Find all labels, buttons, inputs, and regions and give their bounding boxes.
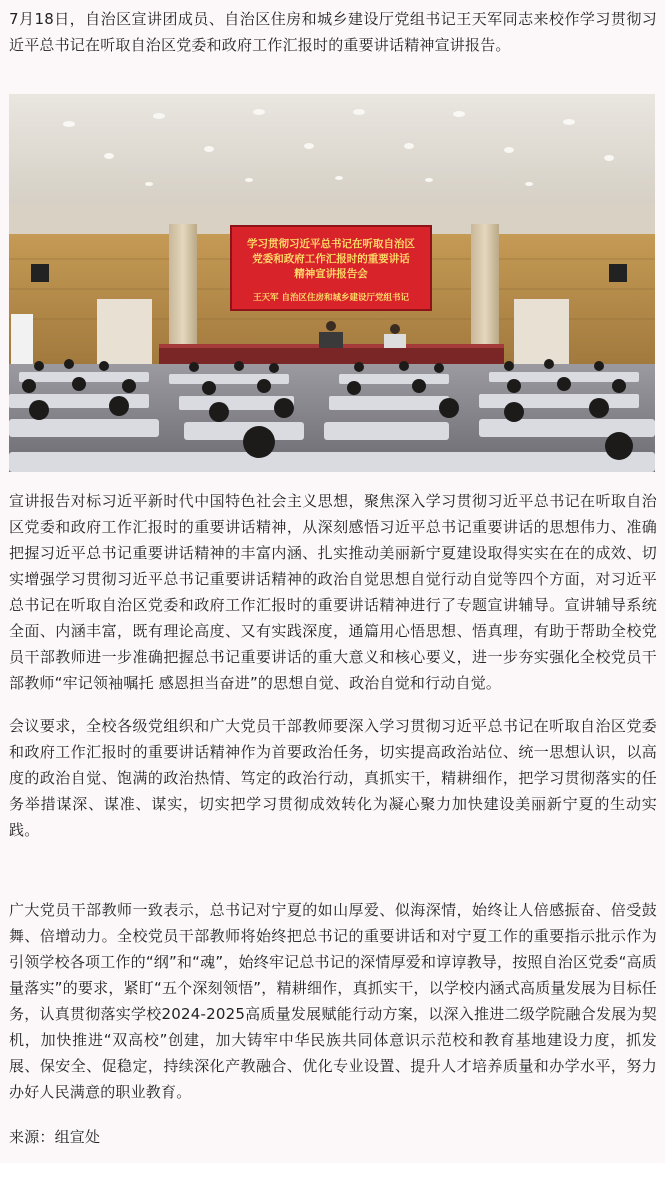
banner-line-4: 王天军 自治区住房和城乡建设厅党组书记: [253, 293, 409, 303]
body-paragraph-2: 会议要求，全校各级党组织和广大党员干部教师要深入学习贯彻习近平总书记在听取自治区党委和政府工作汇报时的重要讲话精神作为首要政治任务，切实提高政治站位、统一思想认识，以高度的政治自觉、饱满的政治热情、笃定的政治行动，真抓实干，精耕细作，把学习贯彻落实的任务举措谋深、谋准、谋实，切实把学习贯彻成效转化为凝心聚力加快建设美丽新宁夏的生动实践。: [9, 717, 657, 839]
banner-line-2: 党委和政府工作汇报时的重要讲话: [252, 253, 410, 265]
banner-line-3: 精神宣讲报告会: [294, 268, 368, 280]
intro-paragraph: 7月18日，自治区宣讲团成员、自治区住房和城乡建设厅党组书记王天军同志来校作学习贯彻习近平总书记在听取自治区党委和政府工作汇报时的重要讲话精神宣讲报告。: [9, 10, 657, 54]
body-paragraph-3: 广大党员干部教师一致表示，总书记对宁夏的如山厚爱、似海深情，始终让人倍感振奋、倍受鼓舞、倍增动力。全校党员干部教师将始终把总书记的重要讲话和对宁夏工作的重要指示批示作为引领学校各项工作的“纲”和“魂”，始终牢记总书记的深情厚爱和谆谆教导，按照自治区党委“高质量落实”的要求，紧盯“五个深刻领悟”，精耕细作，真抓实干，以学校内涵式高质量发展为目标任务，认真贯彻落实学校2024-2025高质量发展赋能行动方案，以深入推进二级学院融合发展为契机，加快推进“双高校”创建，加大铸牢中华民族共同体意识示范校和教育基地建设力度，抓发展、保安全、促稳定，持续深化产教融合、优化专业设置、提升人才培养质量和办学水平，努力办好人民满意的职业教育。: [9, 901, 657, 1101]
banner-line-1: 学习贯彻习近平总书记在听取自治区: [247, 238, 415, 250]
body-paragraph-1: 宣讲报告对标习近平新时代中国特色社会主义思想，聚焦深入学习贯彻习近平总书记在听取自治区党委和政府工作汇报时的重要讲话精神，从深刻感悟习近平总书记重要讲话的思想伟力、准确把握习近平总书记重要讲话精神的丰富内涵、扎实推动美丽新宁夏建设取得实实在在的成效、切实增强学习贯彻习近平总书记重要讲话精神的政治自觉思想自觉行动自觉等四个方面，对习近平总书记在听取自治区党委和政府工作汇报时的重要讲话精神进行了专题宣讲辅导。宣讲辅导系统全面、内涵丰富，既有理论高度、又有实践深度，通篇用心悟思想、悟真理，有助于帮助全校党员干部教师进一步准确把握总书记重要讲话的重大意义和核心要义，进一步夯实强化全校党员干部教师“牢记领袖嘱托 感恩担当奋进”的思想自觉、政治自觉和行动自觉。: [9, 492, 657, 692]
source-line: 来源：组宣处: [9, 1128, 101, 1146]
meeting-photo: [9, 94, 655, 472]
